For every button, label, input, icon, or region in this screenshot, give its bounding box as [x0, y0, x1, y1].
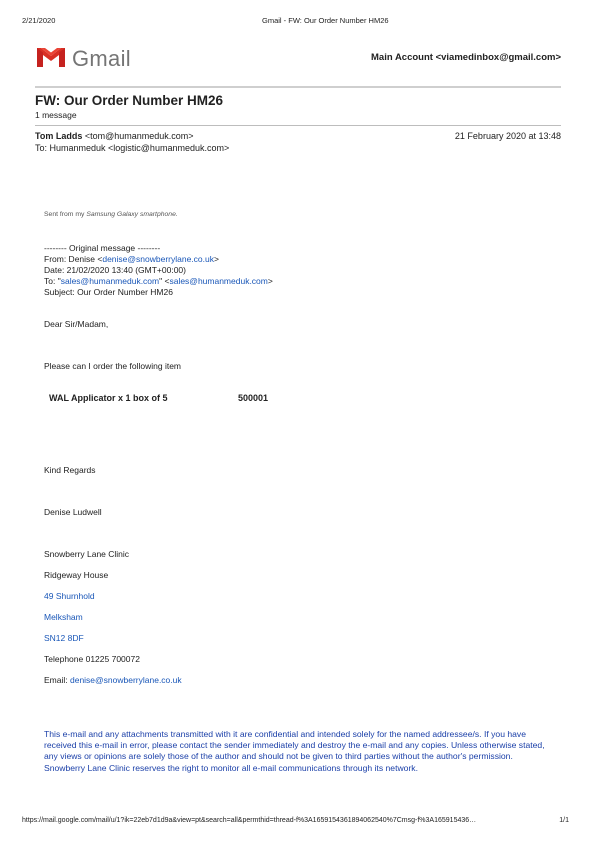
message-count: 1 message: [35, 110, 77, 120]
message-recipient: To: Humanmeduk <logistic@humanmeduk.com>: [35, 143, 230, 153]
sender-email: <tom@humanmeduk.com>: [84, 131, 194, 141]
forward-divider: -------- Original message --------: [44, 243, 161, 253]
email-line: [44, 675, 182, 686]
mobile-signature: [44, 211, 178, 219]
greeting: Dear Sir/Madam,: [44, 319, 109, 329]
order-item: [49, 393, 269, 404]
item-code: 500001: [238, 393, 269, 403]
print-url: https://mail.google.com/mail/u/1?ik=22eb7d1d9a&view=pt&search=all&permthid=thread-f%3A1659154361894062540%7Cmsg-f%3A165915436…: [22, 817, 477, 824]
clinic-name: Snowberry Lane Clinic: [44, 549, 130, 559]
forward-to-link-2[interactable]: sales@humanmeduk.com: [169, 276, 268, 286]
thread-subject: FW: Our Order Number HM26: [35, 93, 224, 108]
sender-name: Tom Ladds: [35, 131, 83, 141]
request-line: Please can I order the following item: [44, 361, 182, 371]
email-label: Email:: [44, 675, 70, 685]
forward-subject: Subject: Our Order Number HM26: [44, 287, 173, 297]
telephone: Telephone 01225 700072: [44, 654, 140, 664]
forward-from-label: From: Denise <: [44, 254, 103, 264]
forward-from-email-link[interactable]: denise@snowberrylane.co.uk: [102, 254, 214, 264]
closing: Kind Regards: [44, 465, 96, 475]
forward-to-link-1[interactable]: sales@humanmeduk.com: [60, 276, 160, 286]
print-date: 2/21/2020: [22, 16, 56, 25]
address-house: Ridgeway House: [44, 570, 109, 580]
address-street-link[interactable]: 49 Shurnhold: [44, 591, 95, 601]
message-date: 21 February 2020 at 13:48: [454, 131, 561, 141]
confidentiality-disclaimer: This e-mail and any attachments transmitted with it are confidential and intended solely for the named addressee/s. If you have received this e-mail in error, please contact the sender immediately and destroy the e-mail and any copies. Unless otherwise stated, any views or opinions are solely those of the author and should not be given to third parties without the author's permission. Snowberry Lane Clinic reserves the right to monitor all e-mail communications through its network.: [44, 729, 545, 773]
forward-from-close: >: [213, 254, 219, 264]
message-sender: [35, 131, 194, 142]
gmail-envelope-icon: [35, 45, 67, 69]
sender-full-name: Denise Ludwell: [44, 507, 102, 517]
signature-prefix: Sent from my: [44, 211, 87, 218]
address-town-link[interactable]: Melksham: [44, 612, 83, 622]
signature-device: Samsung Galaxy smartphone.: [86, 211, 178, 218]
page-number: 1/1: [559, 817, 569, 824]
forward-from: [44, 254, 219, 265]
item-description: WAL Applicator x 1 box of 5: [49, 393, 168, 403]
print-title: Gmail - FW: Our Order Number HM26: [262, 16, 389, 25]
forward-date: Date: 21/02/2020 13:40 (GMT+00:00): [44, 265, 186, 275]
forward-to-mid: " <: [159, 276, 170, 286]
header-divider: [35, 86, 561, 88]
account-label: Main Account <viamedinbox@gmail.com>: [371, 52, 561, 63]
gmail-logo[interactable]: [35, 45, 135, 71]
forward-to-close: >: [267, 276, 273, 286]
forward-to: [44, 276, 273, 287]
gmail-wordmark: Gmail: [72, 46, 131, 71]
address-postcode-link[interactable]: SN12 8DF: [44, 633, 84, 643]
email-link[interactable]: denise@snowberrylane.co.uk: [69, 675, 182, 685]
thread-divider: [35, 125, 561, 126]
forward-to-label: To: ": [44, 276, 61, 286]
